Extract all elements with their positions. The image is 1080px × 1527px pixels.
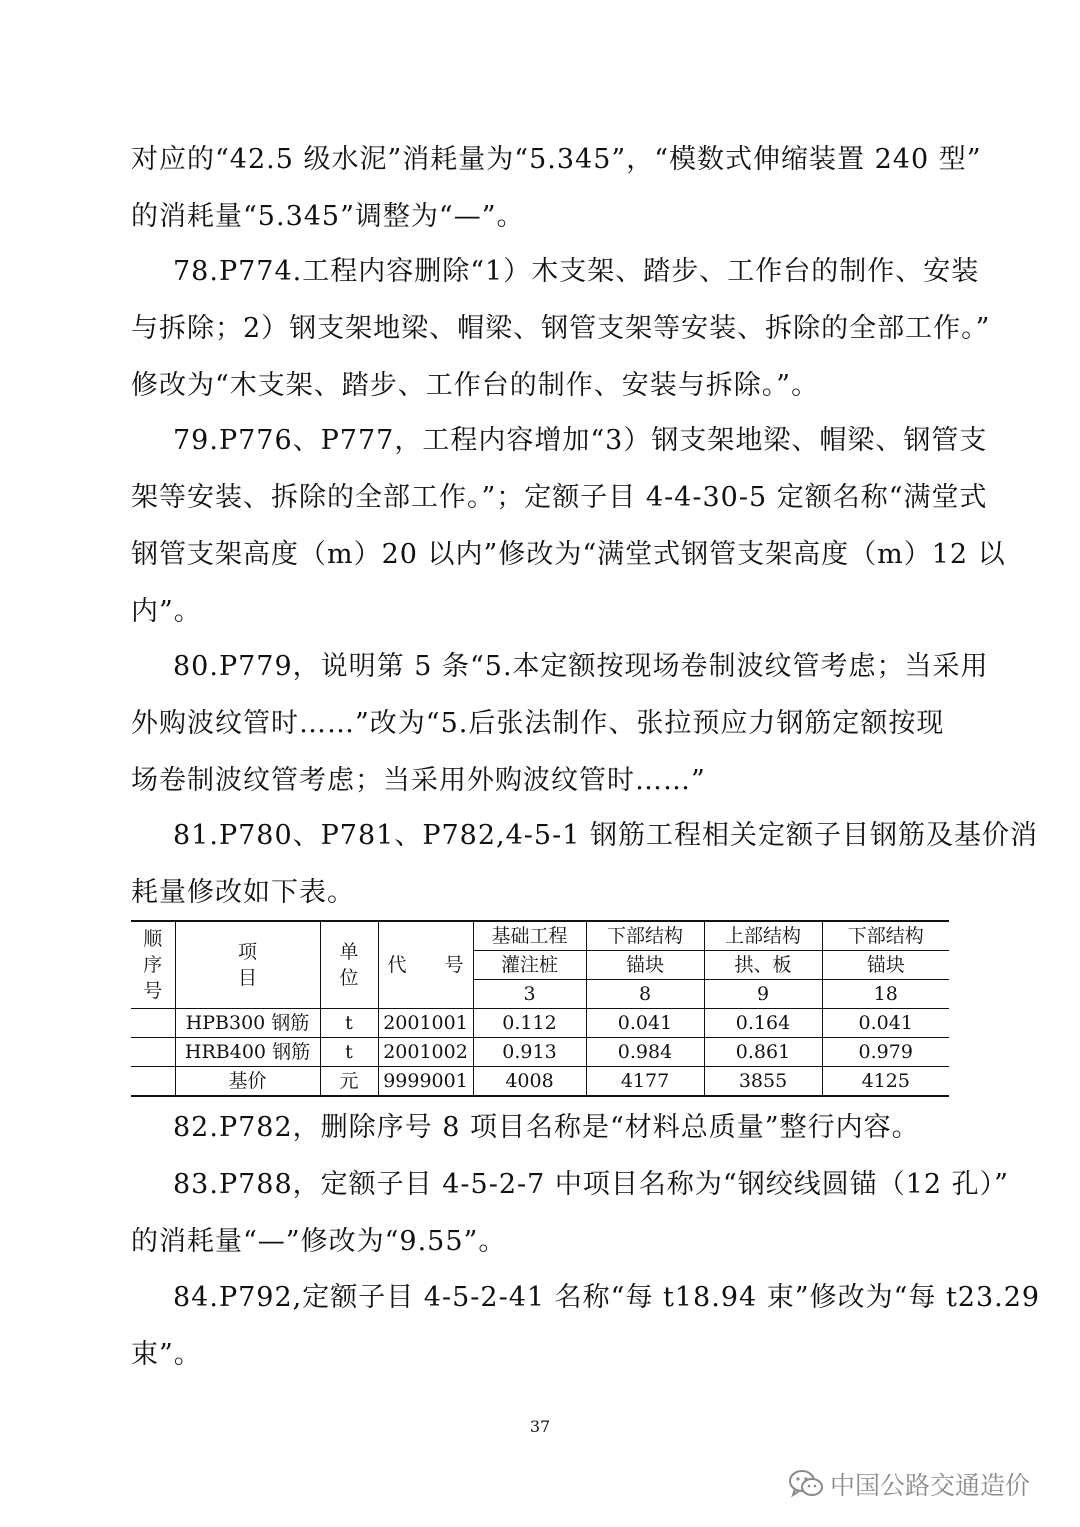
- cell-seq: [131, 1067, 175, 1097]
- cell-value: 0.041: [822, 1009, 949, 1038]
- paragraph-78: [131, 243, 991, 414]
- header-item: 项 目: [175, 921, 320, 1009]
- paragraph-84: [131, 1269, 1041, 1383]
- paragraph-79: [131, 412, 1006, 640]
- watermark: [788, 1464, 1030, 1504]
- table-row: [131, 1067, 949, 1097]
- header-subgroup: 锚块: [822, 951, 949, 980]
- wechat-icon: [788, 1469, 824, 1499]
- text-line: 84.P792,定额子目 4-5-2-41 名称“每 t18.94 束”修改为“每 t23.29: [173, 1282, 1041, 1313]
- cell-value: 4125: [822, 1067, 949, 1097]
- header-group: 下部结构: [822, 921, 949, 951]
- cell-value: 0.984: [586, 1038, 704, 1067]
- text-line: 78.P774.工程内容删除“1）木支架、踏步、工作台的制作、安装: [173, 256, 980, 287]
- cell-value: 0.164: [704, 1009, 822, 1038]
- paragraph-77-continuation: [131, 131, 982, 245]
- text-line: 的消耗量“5.345”调整为“—”。: [131, 201, 525, 232]
- text-line: 的消耗量“—”修改为“9.55”。: [131, 1226, 507, 1257]
- text-line: 外购波纹管时……”改为“5.后张法制作、张拉预应力钢筋定额按现: [131, 708, 945, 739]
- cell-value: 0.913: [473, 1038, 586, 1067]
- header-subgroup: 灌注桩: [473, 951, 586, 980]
- paragraph-81: [131, 807, 1038, 921]
- header-unit: 单 位: [320, 921, 378, 1009]
- text-line: 与拆除；2）钢支架地梁、帽梁、钢管支架等安装、拆除的全部工作。”: [131, 313, 991, 344]
- text-line: 对应的“42.5 级水泥”消耗量为“5.345”，“模数式伸缩装置 240 型”: [131, 144, 982, 175]
- cell-value: 0.861: [704, 1038, 822, 1067]
- cell-item: HPB300 钢筋: [175, 1009, 320, 1038]
- text-line: 耗量修改如下表。: [131, 877, 355, 908]
- table-row: [131, 1009, 949, 1038]
- header-group: 上部结构: [704, 921, 822, 951]
- cell-unit: 元: [320, 1067, 378, 1097]
- header-subgroup: 锚块: [586, 951, 704, 980]
- text-line: 修改为“木支架、踏步、工作台的制作、安装与拆除。”。: [131, 370, 820, 401]
- header-number: 8: [586, 980, 704, 1009]
- text-line: 83.P788，定额子目 4-5-2-7 中项目名称为“钢绞线圆锚（12 孔）”: [173, 1169, 1009, 1200]
- cell-value: 4008: [473, 1067, 586, 1097]
- cell-value: 3855: [704, 1067, 822, 1097]
- header-seq: 顺 序 号: [131, 921, 175, 1009]
- rebar-consumption-table: [131, 920, 949, 1097]
- page-number: 37: [529, 1417, 551, 1436]
- text-line: 钢管支架高度（m）20 以内”修改为“满堂式钢管支架高度（m）12 以: [131, 539, 1006, 570]
- cell-code: 2001002: [378, 1038, 473, 1067]
- cell-item: 基价: [175, 1067, 320, 1097]
- text-line: 82.P782，删除序号 8 项目名称是“材料总质量”整行内容。: [173, 1112, 920, 1143]
- text-line: 81.P780、P781、P782,4-5-1 钢筋工程相关定额子目钢筋及基价消: [173, 820, 1038, 851]
- cell-seq: [131, 1009, 175, 1038]
- text-line: 80.P779，说明第 5 条“5.本定额按现场卷制波纹管考虑；当采用: [173, 651, 989, 682]
- table-header-row: [131, 921, 949, 951]
- cell-value: 4177: [586, 1067, 704, 1097]
- paragraph-83: [131, 1156, 1009, 1270]
- cell-value: 0.041: [586, 1009, 704, 1038]
- cell-unit: t: [320, 1038, 378, 1067]
- cell-seq: [131, 1038, 175, 1067]
- text-line: 79.P776、P777，工程内容增加“3）钢支架地梁、帽梁、钢管支: [173, 425, 988, 456]
- paragraph-80: [131, 638, 989, 809]
- header-group: 下部结构: [586, 921, 704, 951]
- header-group: 基础工程: [473, 921, 586, 951]
- header-number: 18: [822, 980, 949, 1009]
- cell-code: 2001001: [378, 1009, 473, 1038]
- cell-value: 0.112: [473, 1009, 586, 1038]
- header-number: 3: [473, 980, 586, 1009]
- cell-unit: t: [320, 1009, 378, 1038]
- text-line: 内”。: [131, 596, 202, 627]
- cell-value: 0.979: [822, 1038, 949, 1067]
- cell-code: 9999001: [378, 1067, 473, 1097]
- table-row: [131, 1038, 949, 1067]
- header-code: 代 号: [378, 921, 473, 1009]
- text-line: 束”。: [131, 1339, 202, 1370]
- cell-item: HRB400 钢筋: [175, 1038, 320, 1067]
- watermark-text: 中国公路交通造价: [830, 1471, 1031, 1500]
- header-subgroup: 拱、板: [704, 951, 822, 980]
- text-line: 场卷制波纹管考虑；当采用外购波纹管时……”: [131, 765, 706, 796]
- text-line: 架等安装、拆除的全部工作。”；定额子目 4-4-30-5 定额名称“满堂式: [131, 482, 988, 513]
- paragraph-82: [131, 1099, 951, 1156]
- header-number: 9: [704, 980, 822, 1009]
